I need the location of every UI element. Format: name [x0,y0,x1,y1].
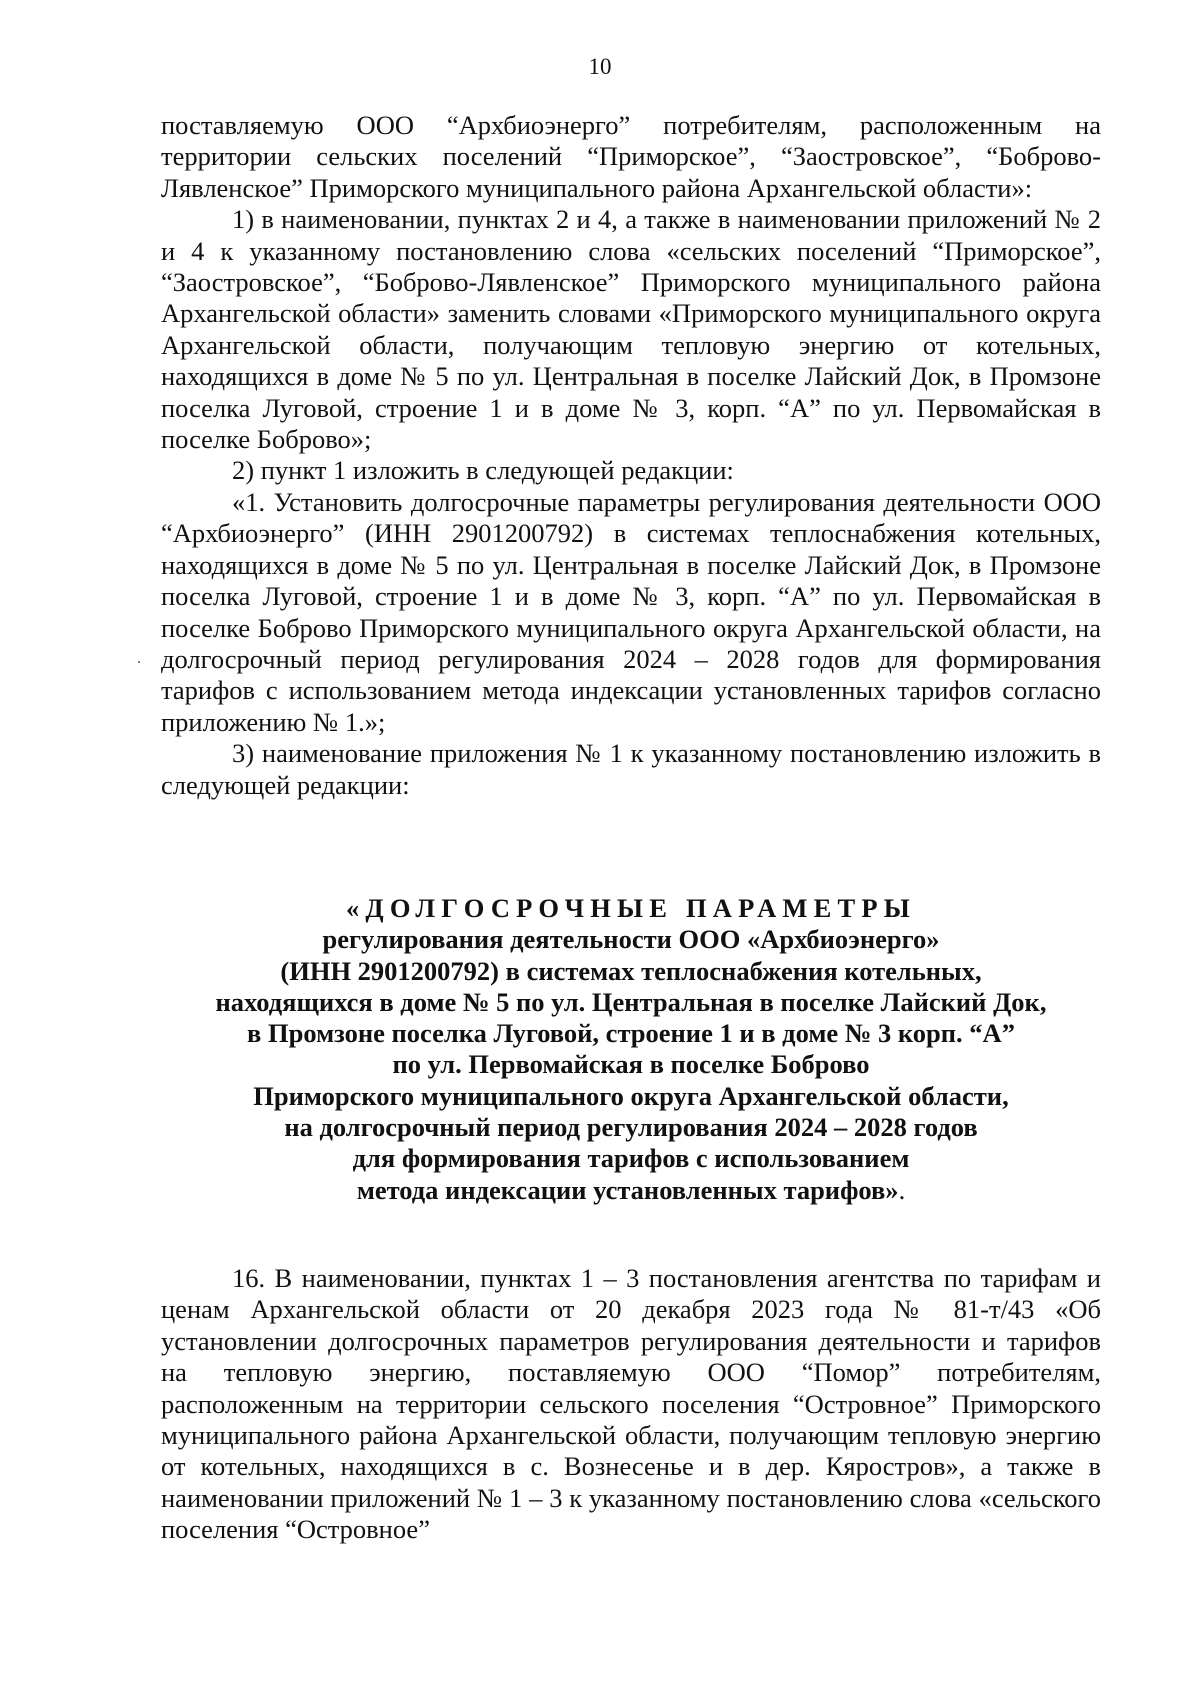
appendix-title-line-7: Приморского муниципального округа Архангельской области, [253,1080,1009,1111]
paragraph-item-1: 1) в наименовании, пунктах 2 и 4, а также в наименовании приложений № 2 и 4 к указанному постановлению слова «сельских поселений “Приморское”, “Заостровское”, “Боброво-Лявленское” Приморского муниципального района Архангельской области» заменить словами «Приморского муниципального округа Архангельской области, получающим тепловую энергию от котельных, находящихся в доме № 5 по ул. Центральная в поселке Лайский Док, в Промзоне поселка Луговой, строение 1 и в доме № 3, корп. “А” по ул. Первомайская в поселке Боброво»; [161,204,1101,455]
appendix-title-line-10 [161,1175,1101,1206]
appendix-title-line-5: в Промзоне поселка Луговой, строение 1 и в доме № 3 корп. “А” [247,1018,1015,1049]
appendix-title-line-9: для формирования тарифов с использованием [352,1143,910,1174]
appendix-title-line-2: регулирования деятельности ООО «Архбиоэнерго» [322,924,940,955]
appendix-title-line-6: по ул. Первомайская в поселке Боброво [392,1049,870,1080]
paragraph-quoted-point-1: «1. Установить долгосрочные параметры регулирования деятельности ООО “Архбиоэнерго” (ИНН 2901200792) в системах теплоснабжения котельных, находящихся в доме № 5 по ул. Центральная в поселке Лайский Док, в Промзоне поселка Луговой, строение 1 и в доме № 3, корп. “А” по ул. Первомайская в поселке Боброво Приморского муниципального округа Архангельской области, на долгосрочный период регулирования 2024 – 2028 годов для формирования тарифов с использованием метода индексации установленных тарифов согласно приложению № 1.»; [161,486,1101,737]
paragraph-item-3: 3) наименование приложения № 1 к указанному постановлению изложить в следующей редакции: [161,738,1101,800]
scan-speck [138,661,140,663]
paragraph-continuation: поставляемую ООО “Архбиоэнерго” потребителям, расположенным на территории сельских поселений “Приморское”, “Заостровское”, “Боброво-Лявленское” Приморского муниципального района Архангельской области»: [161,110,1101,203]
body-block-1 [161,110,1101,801]
appendix-title-line-1: «ДОЛГОСРОЧНЫЕ ПАРАМЕТРЫ [345,893,917,923]
page-number: 10 [588,54,612,79]
body-block-2 [161,1263,1101,1546]
appendix-title-line-4: находящихся в доме № 5 по ул. Центральная в поселке Лайский Док, [215,986,1047,1017]
paragraph-point-16: 16. В наименовании, пунктах 1 – 3 постановления агентства по тарифам и ценам Архангельской области от 20 декабря 2023 года № 81-т/43 «Об установлении долгосрочных параметров регулирования деятельности и тарифов на тепловую энергию, поставляемую ООО “Помор” потребителям, расположенным на территории сельского поселения “Островное” Приморского муниципального района Архангельской области, получающим тепловую энергию от котельных, находящихся в с. Вознесенье и в дер. Кяростров», а также в наименовании приложений № 1 – 3 к указанному постановлению слова «сельского поселения “Островное” [161,1263,1101,1545]
appendix-title-end-period: . [898,1174,906,1205]
appendix-title-line-3: (ИНН 2901200792) в системах теплоснабжения котельных, [280,955,982,986]
paragraph-item-2: 2) пункт 1 изложить в следующей редакции: [232,455,734,486]
appendix-title-line-10-text: метода индексации установленных тарифов» [356,1174,899,1205]
appendix-title-line-8: на долгосрочный период регулирования 2024 – 2028 годов [284,1112,978,1143]
appendix-title [161,893,1101,1206]
